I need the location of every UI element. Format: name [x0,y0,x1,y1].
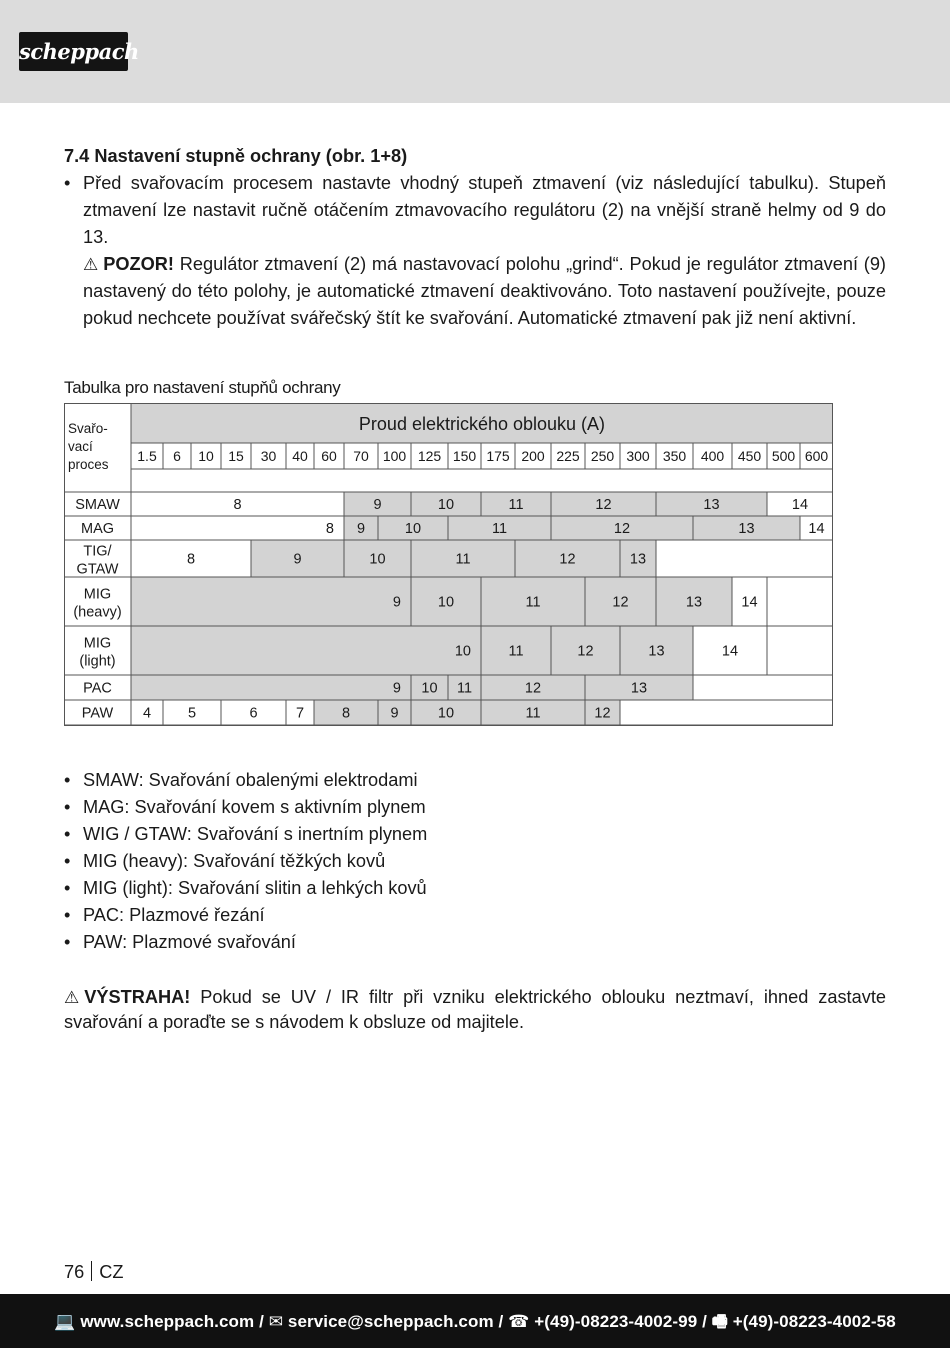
legend-text: PAC: Plazmové řezání [83,905,265,925]
footer-contact-text: www.scheppach.com / ✉ service@scheppach.com / ☎ +(49)-08223-4002-99 / 🖷 +(49)-08223-4002-58 [80,1312,896,1331]
shade-value: 8 [325,521,334,537]
bullet-dot: • [64,878,71,898]
pozor-label: POZOR! [103,254,174,274]
process-label: MIG [83,635,112,652]
legend-text: MIG (light): Svařování slitin a lehkých kovů [83,878,427,898]
shade-value: 10 [454,643,471,660]
bullet-dot: • [64,770,71,790]
shade-cell [131,675,411,700]
shade-cell [693,675,833,700]
corner-label: proces [68,457,109,472]
section-content [64,142,886,332]
current-label: 15 [228,448,244,464]
page-number-divider [91,1261,92,1281]
process-label: (heavy) [73,604,122,621]
legend-item [64,848,886,875]
current-label: 40 [292,448,308,464]
current-label: 500 [771,448,796,464]
current-label: 200 [521,448,545,464]
page-language: CZ [99,1262,124,1282]
shade-value: 14 [808,521,825,537]
bullet-dot: • [64,797,71,817]
shade-value: 13 [685,594,703,611]
warning-paragraph [64,985,886,1035]
instruction-text: Před svařovacím procesem nastavte vhodný stupeň ztmavení (viz následující tabulku). Stupeň ztmavení lze nastavit ručně otáčením ztmavovacího regulátoru (2) na vnější straně helmy od 9 do 13. [83,173,886,247]
bullet-dot: • [64,173,71,193]
shade-table [64,403,833,726]
shade-value: 9 [392,680,401,697]
pozor-text: Regulátor ztmavení (2) má nastavovací polohu „grind“. Pokud je regulátor ztmavení (9) nastavený do této polohy, je automatické ztmavení deaktivováno. Toto nastavení používejte, pouze pokud nechcete používat svářečský štít ke svařování. Automatické ztmavení pak již není aktivní. [83,254,886,328]
current-label: 1.5 [137,448,157,464]
shade-cell [131,577,411,626]
bullet-dot: • [64,824,71,844]
legend-item [64,902,886,929]
current-label: 30 [260,448,277,464]
process-label: (light) [79,653,116,670]
shade-cell [620,700,833,725]
current-label: 100 [382,448,407,464]
shade-value: 9 [390,705,399,722]
corner-label: vací [68,439,93,454]
shade-value: 11 [491,521,508,537]
footer-contact [0,1309,950,1338]
current-label: 150 [452,448,477,464]
shade-value: 9 [392,594,401,611]
process-label: PAW [81,705,114,722]
shade-value: 12 [595,497,612,513]
shade-value: 8 [233,497,242,513]
header-title: Proud elektrického oblouku (A) [358,414,606,434]
brand-logo [19,32,139,71]
spacer-cell [131,469,833,492]
shade-value: 10 [437,705,455,722]
page-number-value: 76 [64,1262,85,1282]
computer-icon: 💻 [54,1312,81,1331]
current-label: 125 [417,448,442,464]
current-label: 600 [804,448,829,464]
brand-logo-text: scheppach [19,39,139,64]
shade-cell [767,626,833,675]
shade-value: 13 [630,680,648,697]
shade-value: 13 [648,643,665,660]
shade-value: 11 [525,594,541,611]
current-label: 6 [173,448,181,464]
shade-value: 4 [142,705,152,722]
legend-text: MIG (heavy): Svařování těžkých kovů [83,851,386,871]
current-label: 225 [556,448,580,464]
page-footer [0,1294,950,1348]
shade-value: 12 [594,705,611,722]
shade-value: 10 [404,521,422,537]
process-label: SMAW [75,497,120,513]
warning-text: Pokud se UV / IR filtr při vzniku elektrického oblouku neztmaví, ihned zastavte svařování a poraďte se s návodem k obsluze od majitele. [64,987,886,1032]
legend-text: PAW: Plazmové svařování [83,932,296,952]
shade-value: 7 [295,705,305,722]
current-label: 70 [353,448,369,464]
legend-item [64,929,886,956]
shade-value: 13 [703,497,720,513]
legend-item [64,875,886,902]
current-label: 60 [321,448,337,464]
shade-cell [656,540,833,577]
shade-value: 12 [612,594,629,611]
shade-value: 10 [369,551,386,568]
bullet-dot: • [64,905,71,925]
legend-item [64,821,886,848]
legend-text: WIG / GTAW: Svařování s inertním plynem [83,824,428,844]
current-label: 300 [626,448,650,464]
shade-value: 13 [629,551,647,568]
shade-value: 9 [356,521,366,537]
shade-cell [767,577,833,626]
shade-value: 10 [421,680,438,697]
current-label: 175 [486,448,510,464]
current-label: 400 [700,448,725,464]
pozor-paragraph [83,251,886,332]
shade-table-svg [64,403,833,726]
legend-item [64,767,886,794]
process-label: MAG [80,521,115,537]
process-label: GTAW [76,561,119,578]
process-legend [64,767,886,956]
shade-value: 5 [187,705,197,722]
current-label: 250 [590,448,615,464]
shade-value: 11 [455,551,471,568]
page-number [64,1261,123,1283]
shade-value: 12 [524,680,542,697]
shade-value: 8 [186,551,196,568]
shade-value: 12 [559,551,576,568]
shade-value: 11 [525,705,541,722]
process-label: PAC [83,680,112,697]
shade-value: 14 [741,594,758,611]
bullet-dot: • [64,932,71,952]
shade-value: 6 [249,705,258,722]
current-label: 350 [662,448,687,464]
corner-label: Svařo- [68,421,108,436]
process-label: MIG [83,586,112,603]
shade-value: 14 [721,643,739,660]
bullet-dot: • [64,851,71,871]
instruction-bullet [64,170,886,332]
shade-value: 14 [791,497,809,513]
shade-value: 13 [738,521,755,537]
current-label: 10 [198,448,214,464]
shade-value: 11 [456,680,473,697]
shade-value: 12 [613,521,631,537]
shade-value: 11 [508,643,524,660]
shade-value: 8 [341,705,351,722]
warning-label: VÝSTRAHA! [84,987,191,1007]
shade-value: 10 [437,594,455,611]
legend-item [64,794,886,821]
shade-value: 11 [508,497,524,513]
table-caption: Tabulka pro nastavení stupňů ochrany [64,378,341,397]
shade-value: 12 [577,643,594,660]
shade-cell [131,626,481,675]
warning-triangle-icon: ⚠ [83,255,99,274]
process-label: TIG/ [83,543,112,560]
warning-triangle-icon: ⚠ [64,988,80,1007]
shade-value: 10 [437,497,455,513]
shade-value: 9 [373,497,382,513]
shade-value: 9 [293,551,302,568]
section-heading: 7.4 Nastavení stupně ochrany (obr. 1+8) [64,146,408,166]
legend-text: MAG: Svařování kovem s aktivním plynem [83,797,426,817]
legend-text: SMAW: Svařování obalenými elektrodami [83,770,418,790]
page-header [0,0,950,103]
current-label: 450 [737,448,762,464]
shade-cell [131,516,344,540]
